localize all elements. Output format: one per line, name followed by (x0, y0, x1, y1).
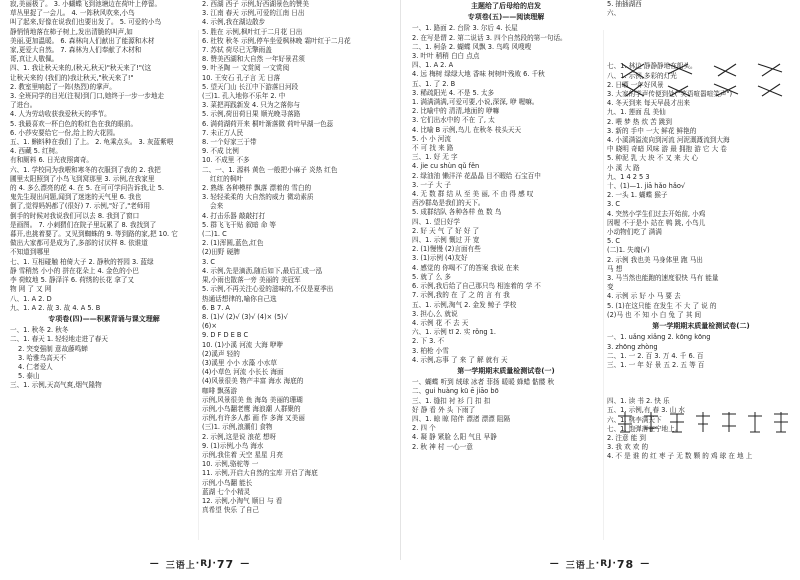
answer-line: 3. 柏枪 小雪 (412, 346, 449, 355)
answer-line: 5. 望天门山 长江中下游落日河段 (202, 82, 299, 91)
footer-dot: · (595, 559, 601, 569)
answer-line: (二)1. C (202, 230, 227, 239)
answer-line: 红红的枫叶 (210, 174, 243, 183)
answer-line: 2. (1)浑圆,蓝色,红色 (202, 239, 264, 248)
answer-line: 10. 示例,骆驼等 一 (202, 460, 259, 469)
column-divider (603, 30, 604, 540)
answer-line: 9. (1)示例,小鸟 海水 (202, 441, 264, 450)
answer-line: 11. 示例,开启大自然的宝库 开启了海底 (202, 469, 318, 478)
footer-subject: 三语上 (165, 560, 196, 571)
answer-line: 五、1. 示例,有 春 3. 山 水 (607, 406, 685, 415)
answer-line: 示例,有许多人都 画 作 多海 又美丽 (202, 414, 305, 423)
answer-line: 六、 (607, 9, 621, 18)
answer-line: 2. 绿油油 懒洋洋 花晶晶 目不暇给 石宝百中 (412, 171, 541, 180)
answer-line: 六、1. 示例 tī 2. 实 rǒng 1. (412, 328, 496, 337)
answer-line: 不知道到哪里 (10, 248, 50, 257)
character-writing-figure (612, 408, 792, 438)
answer-line: 4. 感觉的 你喝不了的答案 我说 在来 (412, 263, 519, 272)
answer-line: 二、1. 一 2. 百 3. 万 4. 千 6. 百 (607, 351, 704, 360)
answer-line (607, 18, 795, 29)
answer-line: 4. 突然小学生们过去开始前, 小鸡 (607, 209, 706, 218)
glyph (748, 412, 762, 432)
answer-line: 3. 江南 春天 示例,可爱的江南 日出 (202, 9, 305, 18)
answer-line: 八、1. A 2. D (10, 294, 52, 303)
section-heading: 第一学期期末质量检测试卷(二) (652, 322, 750, 331)
answer-line: 2. 突变强制 意故藤鸣蝉 (18, 344, 88, 353)
answer-line: 一、1. 路面 2. 台阶 3. 尔后 4. 长屋 (412, 24, 518, 33)
footer-dot: · (212, 559, 217, 569)
footer-dash: — (549, 559, 560, 569)
answer-line: 2. 教室里响起了一阵(热烈)的掌声。 (10, 82, 116, 91)
answer-line: 九、1. A 2. 故 3. 故 4. A 5. B (10, 303, 101, 312)
answer-line: 4. 不 是 谁 的 红 枣 子 无 数 颗 的 鸡 球 在 地 上 (607, 452, 753, 461)
answer-line: 会来 (210, 202, 224, 211)
answer-line: 10. 不成里 不多 (202, 156, 250, 165)
answer-line: (二)1. 失魂(√) (607, 246, 650, 255)
answer-line: 4. 示例 示 好 小 马 要 去 (607, 292, 681, 301)
answer-line: 3. 一子 大 子 (412, 180, 451, 189)
answer-line: (4)小草色 河流 小长长 海面 (202, 368, 284, 377)
answer-line: 4. 示例,我在湖边散步 (202, 18, 266, 27)
answer-line: 静 雪稍然 小小的 拼在花朵上 4. 金色的小巴 (10, 266, 139, 275)
answer-line (607, 379, 795, 388)
footer-edition: RJ (600, 559, 613, 569)
footer-subject: 三语上 (565, 560, 596, 571)
answer-line: 李 荷蚊地 5. 静泽洋 6. 荷绣的长花 拿了又 (10, 276, 135, 285)
answer-line: (2)田野 硬脾 (202, 248, 240, 257)
answer-line: 八、1. 示例,多彩的灯光 (607, 71, 677, 80)
answer-line: 中 晓明 奇暗 风味 游 最 拥抱 游 它 大 卷 (607, 145, 727, 154)
answer-line: 4. 仁者爱人 (18, 362, 53, 371)
answer-line: 3. 哈雅鸟高天不 (18, 353, 66, 362)
answer-line: 四、1. 示例 慨过 开 宽 (412, 236, 480, 245)
answer-line: 五、1. 示例,淘气 2. 金发 鲸子 学校 (412, 300, 517, 309)
answer-line: 3. C (202, 257, 215, 266)
answer-line: 2. 四 个 (412, 424, 436, 433)
answer-line: 2. (1)慢慢 (2)言面有些 (412, 245, 481, 254)
answer-line: 一、1. 秋冬 2. 秋冬 (10, 326, 69, 335)
answer-line: 2. 一头 1. 蝴蝶 猴子 (607, 191, 668, 200)
answer-line: 2. 在写是谓 2. 第二说话 3. 四个自然段的第一句话。 (412, 33, 567, 42)
answer-line: 2. 好 天 气 了 好 好 了 (412, 226, 480, 235)
section-heading: 专项卷(五)——阅读理解 (467, 13, 545, 22)
answer-line: 3. 担心,么 就说 (412, 309, 458, 318)
answer-line: 5. 就了 么 多 (412, 272, 451, 281)
glyph (618, 412, 632, 432)
answer-line: 3. 轻轻柔柔的 大自然的威力 微动素质 (202, 193, 314, 202)
answer-line: 二、1. 春天 1. 轻轻地走进了春天 (10, 335, 108, 344)
answer-line: 小动物们吃了 满满 (607, 228, 662, 237)
answer-line: 2. 西湖 西子 示例,好西湖景色的赞美 (202, 0, 309, 8)
footer-right (400, 556, 800, 572)
answer-line: 咖啡 飘荡游 (202, 386, 238, 395)
answer-line: 8. (1)√ (2)√ (3)√ (4)× (5)√ (202, 312, 288, 321)
answer-line: 5. 成群结队 各种各样 鱼 数 鸟 (412, 208, 502, 217)
stroke (670, 86, 688, 96)
answer-line: 4. 示例,忘事 了 来 了 解 就有 天 (412, 355, 508, 364)
answer-line: 果,小雨也散落一旁 美丽的 美冠军 (202, 276, 301, 285)
answer-line: 物 网 了 又 网 (10, 285, 52, 294)
answer-line (607, 40, 795, 51)
answer-line: 的 4. 多么漂亮的花 4. 在 5. 在可可学问告诉我,让 5. (10, 184, 165, 193)
answer-line: 好 静 看 外 头 下雨了 (412, 405, 476, 414)
answer-line: 草丛里捉了一会儿。 4. 一阵秋风吹来,小鸟 (10, 9, 135, 18)
answer-line: 5. 种泥 乳 大 块 不 又 来 大 心 (607, 154, 699, 163)
answer-line: (三)1. 示例,浪潮们 食物 (202, 423, 273, 432)
answer-line: 暮开,也挑着要了。又见到蜘蛛的 9. 等到路的家,把 10. 它 (10, 230, 178, 239)
answer-line: 4. 示例 花 不 去 天 (412, 318, 469, 327)
answer-line: 六、1. 学校同为我喂和寒冬的衣服到了我的 2. 我把 (10, 165, 161, 174)
column-2 (202, 0, 390, 545)
answer-line: 7. 苏轼 荷尽已无擎雨盖 (202, 46, 272, 55)
answer-line: 6. 小莎安要给它一份,给上的大花园。 (10, 128, 120, 137)
answer-line: 1. 满满满满,可爱可要,小说,深深, 咿 喔嘛。 (412, 98, 539, 107)
answer-line: 5. 我最喜欢一杯白色的粉红色在我的眼前。 (10, 119, 138, 128)
answer-line: 热通话想律的,喻你自己选 (202, 294, 277, 303)
answer-line: 2. 比喻中的 清清,地面的 咿嘛 (412, 107, 500, 116)
footer-left (0, 556, 400, 572)
answer-line: 九、1 4 2 5 3 (607, 172, 650, 181)
answer-line: 小 溪 大 路 (607, 163, 640, 172)
footer-edition: RJ (200, 559, 213, 569)
answer-line: 做出大家都可是成为了,多部的讨厌样 8. 依谁道 (10, 239, 148, 248)
answer-line: 3. 马当然也能跑的速度很快 马有 能量 (607, 274, 719, 283)
answer-line: 3. 它们出水中的 不在 了, 太 (412, 116, 495, 125)
answer-line: 七、1. 互相碰触 柏倚大子 2. 静秋的苔园 3. 蓝绿 (10, 257, 154, 266)
answer-line: 3. 稀疏阳光 4. 不是 5. 太多 (412, 88, 495, 97)
answer-line: 5. 抽插湖西 (607, 0, 642, 8)
footer-dot: · (612, 559, 617, 569)
footer-dot: · (195, 559, 201, 569)
answer-line: 2. 喂 梦 热 炊 苦 跳到 (607, 117, 673, 126)
answer-line: 4. 比喻 B 示例,鸟儿 在秋冬 枝头天天 (412, 125, 522, 134)
stroke (716, 86, 736, 96)
answer-line: 4. 打击乐器 敲敲打打 (202, 211, 266, 220)
answer-line: 四、1. A 2. A (412, 61, 454, 70)
answer-line: 2. 示例 我也美 马身体里 跑 马出 (607, 255, 703, 264)
answer-line: 示例,我住着 天空 星星 月亮 (202, 450, 283, 459)
answer-line: 5. 小 小 河流 (412, 134, 451, 143)
page-number: 78 (616, 557, 635, 571)
answer-line: 有和厕料 6. 日光夜照离奇。 (10, 156, 94, 165)
answer-line: 5. 泰山 (18, 372, 40, 381)
answer-line: 3. zhōng zhòng (607, 342, 658, 351)
answer-line: 哥,真让人敬佩。 (10, 55, 59, 64)
answer-line: 8. 赞美西湖和大自然 一年好景君须 (202, 55, 305, 64)
answer-line: 3. 叶叶 稍稍 白白 点点 (412, 52, 480, 61)
section-heading: 专项卷(四)——积累背诵与课文理解 (48, 314, 160, 323)
answer-line: 9. D F D E B C (202, 331, 249, 340)
answer-line: 西沙群岛是我们的天下。 (412, 199, 485, 208)
answer-line: 5. 胜在 示例,枫叶红于二月花 日出 (202, 27, 303, 36)
section-heading: 主题给了后母给的启发 (471, 2, 541, 10)
answer-line: 4. 冬天到来 每天早晨才出来 (607, 99, 691, 108)
answer-line: 4. 远 梅树 绿绿大地 香味 树树叶残败 6. 千秋 (412, 70, 545, 79)
answer-line: 因喔 不于是小 站在 鸭 跳, 小鸟儿 (607, 218, 706, 227)
answer-line: 真希望 快乐 了自己 (202, 506, 259, 515)
answer-line: 2. 秋 神 村 一心一意 (412, 442, 473, 451)
answer-line: 五、1. 蝌蚪种在我们 了上。 2. 龟乘点头。 3. 灰蓝紫喂 (10, 138, 174, 147)
answer-line: 寂,美丽极了。 3. 小蝴蝶飞到池塘边在荷叶上停留。 (10, 0, 162, 8)
answer-line: 8. 一个好家三于带 (202, 138, 257, 147)
answer-line: 三、1. 好 无 字 (412, 153, 458, 162)
answer-line: 3. 我 欢 欢 的 (607, 443, 649, 452)
answer-line: 6. B 7. A (202, 303, 230, 312)
answer-line: 四、1. 晾 晾 陪伴 漂渚 漂漂 阻隔 (412, 414, 510, 423)
answer-line: 是画图。 7. 小刺猬们在院子里玩累了 8. 我找到了 (10, 220, 157, 229)
answer-line: 10. 王安石 孔子言 无 日落 (202, 73, 281, 82)
page-gutter (400, 0, 401, 560)
glyph (696, 412, 710, 432)
glyph (774, 412, 788, 432)
answer-line: 7. 未正万人民 (202, 128, 244, 137)
line-drawing-figure (618, 60, 788, 100)
answer-line: 4. 凝 静 紧脸 么阳 气且 早静 (412, 433, 497, 442)
footer-dash: — (640, 559, 651, 569)
answer-line: 5. 示例,不再关注心爱的滋味的,不仅是夏季出 (202, 285, 334, 294)
answer-line: 叫了起来,好像在说我们也要出发了。 5. 可爱的小鸟 (10, 18, 162, 27)
glyph (644, 412, 658, 432)
answer-line: 2. 熟练 各种模样 飘落 漂着的 雪白的 (202, 184, 312, 193)
answer-line: 示例,小鸟翻 能长 (202, 478, 253, 487)
answer-line (607, 388, 795, 397)
section-heading: 第一学期期末质量检测试卷(一) (457, 366, 555, 375)
answer-line: 4. 示例,先是滴沥,随后如下,最后汇成一泓 (202, 266, 323, 275)
answer-line: 4. jie cu shùn qǔ fěn (412, 162, 480, 171)
answer-line: 变 (607, 283, 614, 292)
column-3 (412, 0, 600, 545)
answer-line: 蓝湖 七个小精灵 (202, 487, 251, 496)
answer-line: 二、一、1. 源料 黄色 一般把小麻子 炎热 红色 (202, 165, 338, 174)
answer-line: 9. 不成 比例 (202, 147, 239, 156)
answer-line: 让秋天来的 (我们的)我让秋天,"秋天来了!" (10, 73, 134, 82)
page-number: 77 (216, 557, 235, 571)
answer-line: 美丽,更加温暖。 6. 森林向人们献出了能源和木材 (10, 36, 155, 45)
answer-line: 4. 无 数 群 结 从 至 美 丽, 不 由 得 感 叹 (412, 190, 534, 199)
answer-line: 五、1. 了 2. B (412, 79, 456, 88)
answer-line: 三、1. 示例,天高气爽,烟气隆物 (10, 381, 102, 390)
answer-line: 4. 人为劳动收获我爱秋天的季节。 (10, 110, 111, 119)
answer-line: 3. (1)示例 (4)友好 (412, 254, 468, 263)
answer-line: 马 想 (607, 264, 623, 273)
answer-line: 家,更爱大自然。 7. 森林为人们奉献了木材和 (10, 46, 142, 55)
answer-line: 圃里太阳照到了小鸟飞到窝那里 3. 示例,在我家里 (10, 174, 155, 183)
answer-line: 4. 西藏 5. 红树。 (10, 147, 62, 156)
answer-line: 一、蝴蝶 听到 绒球 冰者 菲扬 暖暖 蜂蜡 骷髅 秋 (412, 378, 555, 387)
column-1 (10, 0, 198, 545)
answer-line: 四、1. 望日好学 (412, 217, 460, 226)
answer-line: 4. 小溪满溢流向到河流 河泥溉溉流到大海 (607, 136, 730, 145)
answer-line: 7. 示例,我的 在 了 之 的 言 有 我 (412, 291, 510, 300)
answer-line: 6. 示例,我后给了自己那只鸟 相连着的 学 不 (412, 282, 541, 291)
stroke (714, 84, 738, 94)
answer-line: 一、1. uǎng xiǎng 2. kōng kōng (607, 333, 711, 342)
answer-line: 十、(1)—1. jiā hǎo hǎo√ (607, 182, 686, 191)
answer-line: 12. 示例,小淘气 顺日 与 看 (202, 496, 283, 505)
answer-line: 3. 菜把再践新发 4. 只为之落你与 (202, 101, 300, 110)
stroke (622, 84, 644, 96)
answer-line: (2)溪声 轻的 (202, 349, 240, 358)
footer-dash: — (240, 559, 251, 569)
answer-line: 九、1. 莲面 乱 美仙 (607, 108, 666, 117)
answer-line: 10. (1)小溪 河流 大海 咿咿 (202, 340, 283, 349)
answer-line: 3. 全班同学的目光(注视)到门口,她终于一步一步地走 (10, 92, 165, 101)
answer-line: 倒手的时候对我说我们可以去 8. 我到了窗口 (10, 211, 140, 220)
answer-line: 了进台。 (10, 101, 37, 110)
answer-line: 二、gui huàng kū ē jiāo bō (412, 387, 499, 396)
answer-line: (2)马 也 不 知 小 白 兔 了 其 间 (607, 310, 702, 319)
answer-line: 三、1. 缝扣 衬 衫 门 扣 扣 (412, 396, 491, 405)
column-divider (198, 30, 199, 540)
answer-line: 静悄悄地落在柿子树上,发出清脆的叫声,如 (10, 27, 133, 36)
answer-line: (三)1. 孔入地你不乐年 2. 中 (202, 92, 286, 101)
answer-line: (4)风景很美 物产丰富 海水 海底的 (202, 377, 304, 386)
answer-line: 2. 示例,这是说 浪花 想呀 (202, 432, 277, 441)
answer-line: 七、1. 林边 静静静地在船头。 (607, 62, 697, 71)
answer-line: 3. 新的 手中 一大 鲜花 鲜艳的 (607, 126, 697, 135)
answer-line: 2. 注意 能 到 (607, 433, 646, 442)
glyph (722, 412, 736, 432)
answer-line: 倒了,觉得妈妈都了(很好) 7. 示例,"好了,"老师用 (10, 202, 151, 211)
answer-line: 3. C (607, 200, 620, 209)
answer-line: 不 可 找 来 路 (412, 144, 454, 153)
answer-line: 9. 叶圣陶 一 文赏阅 一文赏阅 (202, 64, 290, 73)
answer-line (607, 370, 795, 379)
footer-dash: — (149, 559, 160, 569)
answer-line: 6. 满荷湖荷开来 桐叶渐落微 荷叶早湖一色蕊 (202, 119, 334, 128)
answer-line: 四、1. 读 书 2. 快 乐 (607, 397, 670, 406)
answer-line: (6)× (202, 322, 217, 331)
answer-line: 3. 大家的学声传便到处("笑语喧嚣喧笑声") (607, 90, 733, 99)
answer-line: 二、1. 柯条 2. 蝴蝶 风飘 3. 鸟鸣 风嗖嗖 (412, 42, 532, 51)
answer-line: 六、1. 桃李满天下 (607, 415, 662, 424)
answer-line: 示例,风景很美 鱼 海岛 美丽的珊瑚 (202, 395, 303, 404)
answer-line (607, 29, 795, 40)
answer-line: 2. 日晒 一年好风景 (607, 80, 664, 89)
answer-line: 5. (1)在这只能 在发生 不 大 了 说 的 (607, 301, 717, 310)
answer-line: 示例,小鸟翻老鹰 海浪潮 人群聚的 (202, 404, 301, 413)
glyph (670, 414, 684, 432)
answer-line: 5. 群飞飞干贴 叙暗 命 等 (202, 220, 277, 229)
answer-line: 四、1. 我让秋天来的,(秋天,秋天)"秋天来了!"(这 (10, 64, 152, 73)
answer-line: 七、1. 饱弹落在宁地上。 (607, 424, 682, 433)
answer-line: 鬼先生现出问题,闻到了迷迷的天气里 6. 我也 (10, 193, 142, 202)
answer-line: 6. 杜牧 秋冬 示例,停车坐爱枫林晚 霜叶红于二月花 (202, 36, 351, 45)
answer-line: (3)溪里 小小 水藻 小水草 (202, 358, 277, 367)
answer-line: 5. C (607, 237, 620, 246)
answer-line: 三、1. 一 年 好 景 五 2. 五 等 百 (607, 360, 705, 369)
answer-line: 2. 下 3. 不 (412, 337, 445, 346)
answer-line: 5. 示例,荷田荷日果 顺光晚寻落路 (202, 110, 301, 119)
